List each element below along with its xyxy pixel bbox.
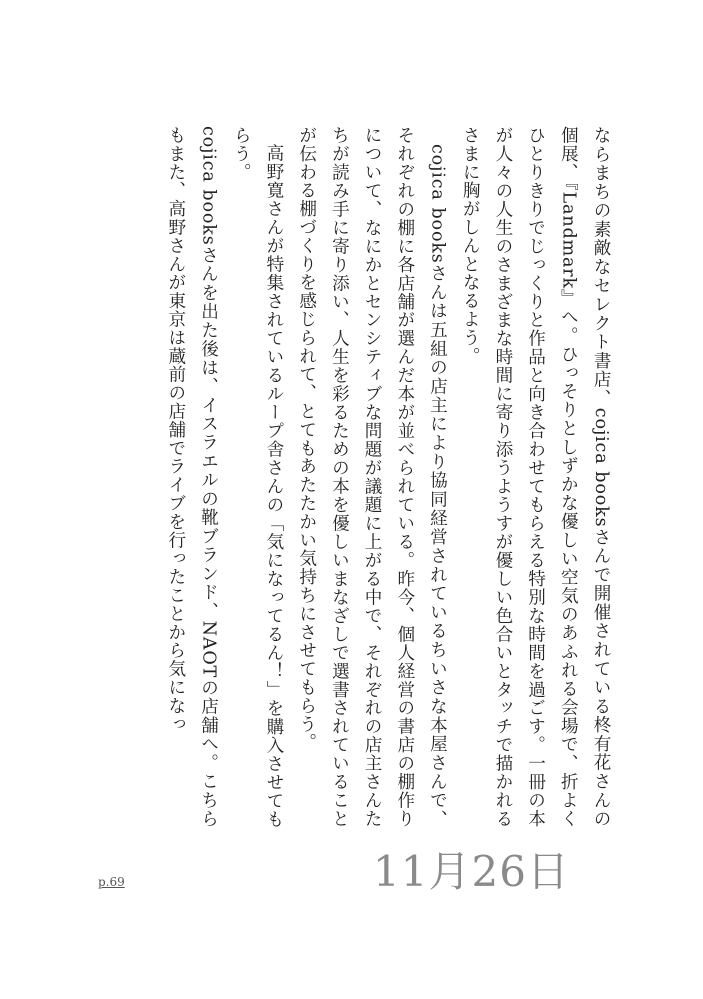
page-number: p.69 (98, 875, 125, 889)
date-month-kanji: 月 (428, 847, 472, 896)
paragraph-2: cojica booksさんは五組の店主により協同経営されているちいさな本屋さんで、それぞれの棚に各店舗が選んだ本が並べられている。昨今、個人経営の書店の棚作りについて、なにかとセンシティブな問題が議題に上がる中で、それぞれの店主さんたちが読み手に寄り添い、人生を彩るための本を優しいまなざしで選書されていることが伝わる棚づくりを感じられて、とてもあたたかい気持ちにさせてもらう。 (296, 126, 448, 828)
paragraph-1: ならまちの素敵なセレクト書店、cojica booksさんで開催されている柊有花さんの個展、『Landmark』へ。ひっそりとしずかな優しい空気のあふれる会場で、折よくひとりきりでじっくりと作品と向き合わせてもらえる特別な時間を過ごす。一冊の本が人々の人生のさまざまな時間に寄り添うようすが優しい色合いとタッチで描かれるさまに胸がしんとなるよう。 (460, 126, 611, 828)
article-body (57, 126, 617, 828)
paragraph-3: 高野寛さんが特集されているループ舎さんの「気になってるん！」を購入させてもらう。 (231, 126, 284, 828)
paragraph-4: cojica booksさんを出た後は、イスラエルの靴ブランド、NAOTの店舗へ。こちらもまた、高野さんが東京は蔵前の店舗でライブを行ったことから気になっ (165, 126, 219, 828)
date-day-number: 26 (471, 847, 527, 896)
date-day-kanji: 日 (526, 847, 570, 896)
date-heading (373, 848, 570, 896)
date-month-number: 11 (373, 847, 429, 896)
